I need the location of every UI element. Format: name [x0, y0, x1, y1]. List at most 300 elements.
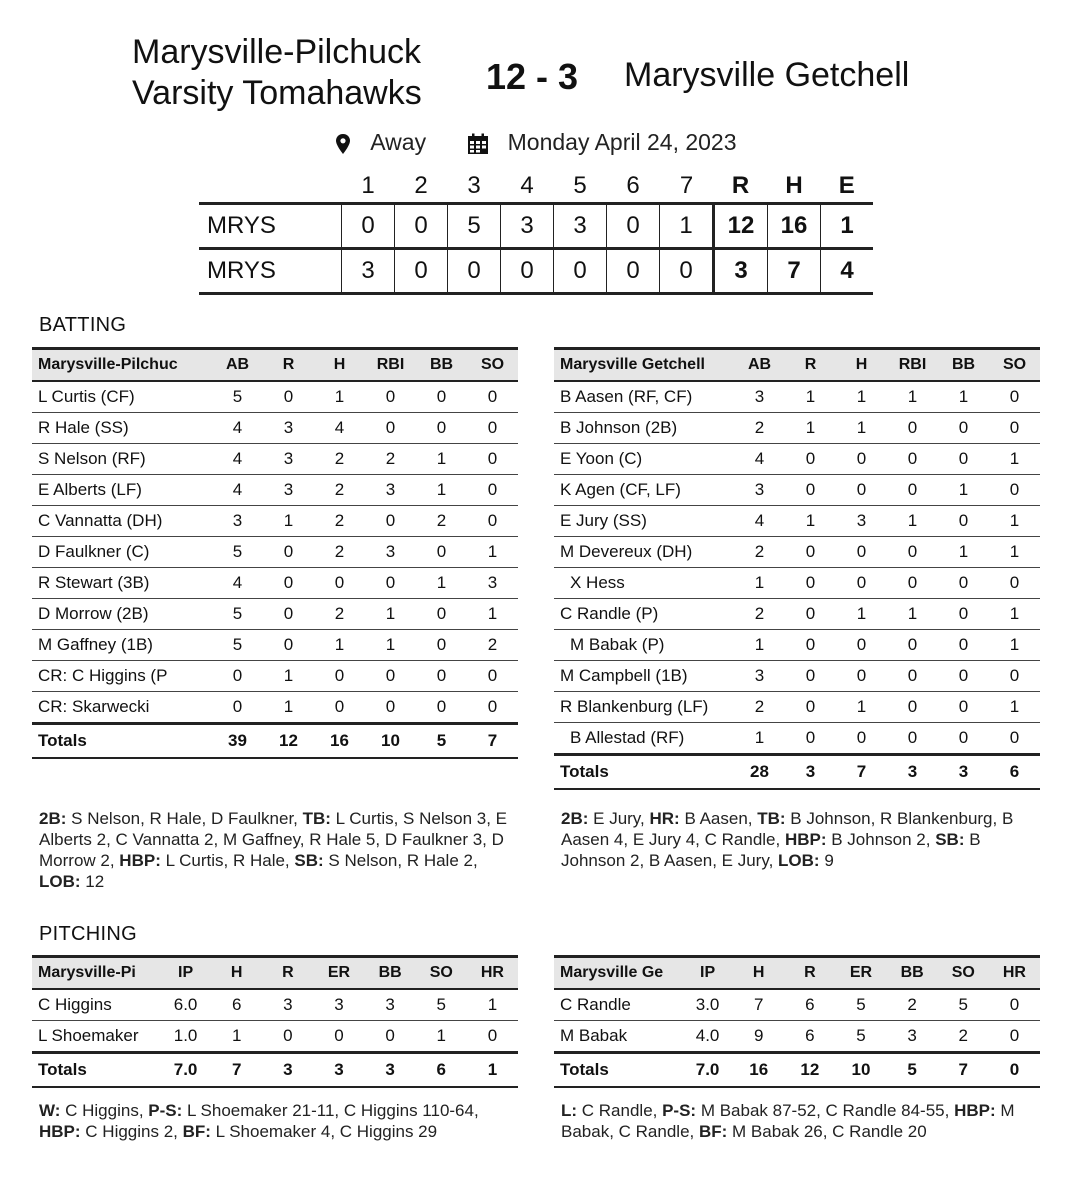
stat-cell: 0 [887, 568, 938, 599]
stat-column-header: HR [467, 957, 518, 990]
note-key: 2B: [39, 809, 67, 828]
stat-cell: 3 [836, 506, 887, 537]
note-key: TB: [757, 809, 786, 828]
game-meta [0, 128, 1072, 156]
stat-cell: 3 [734, 475, 785, 506]
player-name: M Babak (P) [554, 630, 734, 661]
stat-cell: 0 [212, 661, 263, 692]
stat-cell: 1 [938, 475, 989, 506]
inning-header: 1 [361, 172, 375, 199]
stat-cell: 0 [416, 661, 467, 692]
team-column-header: Marysville Getchell [554, 349, 734, 382]
stat-cell: 1 [734, 630, 785, 661]
stat-cell: 0 [805, 728, 816, 747]
home-pitching-notes [39, 1100, 517, 1142]
stat-cell: 0 [856, 728, 867, 747]
home-batting-notes [39, 808, 517, 892]
stat-cell: 1 [754, 728, 765, 747]
total-cell: 6 [989, 755, 1040, 790]
player-row [554, 989, 1040, 1021]
away-pitching-notes [561, 1100, 1039, 1142]
stat-cell: 0 [334, 697, 345, 716]
game-header [0, 28, 1072, 128]
note-key: HBP: [39, 1122, 81, 1141]
total-cell: 7 [938, 1053, 989, 1088]
note-key: P-S: [148, 1101, 183, 1120]
note-value: M Babak, C Randle, [561, 1101, 1015, 1141]
away-pitching-table [554, 955, 1040, 1088]
note-key: W: [39, 1101, 61, 1120]
inning-score: 0 [342, 204, 395, 249]
total-cell: 28 [734, 755, 785, 790]
stat-column-header: RBI [887, 349, 938, 382]
stat-cell: 3 [263, 413, 314, 444]
stat-cell: 1 [989, 537, 1040, 568]
player-row [554, 506, 1040, 537]
stat-cell: 0 [314, 568, 365, 599]
player-row [554, 661, 1040, 692]
stat-cell: 1 [887, 599, 938, 630]
player-name: B Johnson (2B) [554, 413, 734, 444]
note-value: S Nelson, R Hale, D Faulkner, [66, 809, 303, 828]
stat-column-header: SO [467, 349, 518, 382]
total-cell: 12 [263, 724, 314, 759]
player-row [32, 661, 518, 692]
inning-score: 3 [554, 204, 607, 249]
stat-cell: 0 [385, 697, 396, 716]
note-value: 12 [80, 872, 105, 891]
stat-cell: 0 [365, 506, 416, 537]
stat-cell: 2 [887, 989, 938, 1021]
stat-cell: 0 [385, 1026, 395, 1045]
note-key: BF: [182, 1122, 211, 1141]
player-row [554, 723, 1040, 755]
player-name: E Jury (SS) [554, 506, 734, 537]
totals-row [32, 1053, 518, 1088]
note-key: BF: [698, 1122, 728, 1141]
player-row [32, 413, 518, 444]
note-key: HR: [649, 809, 680, 828]
stat-column-header: AB [212, 349, 263, 382]
note-value: B Johnson 2, B Aasen, E Jury, [561, 830, 981, 870]
stat-cell: 1 [467, 989, 518, 1021]
totals-label: Totals [32, 1053, 160, 1088]
stat-cell: 0 [836, 568, 887, 599]
stat-cell: 2 [314, 537, 365, 568]
player-name: E Alberts (LF) [32, 475, 212, 506]
stat-column-header: H [211, 957, 262, 990]
inning-score: 0 [554, 249, 607, 294]
stat-cell: 5 [212, 537, 263, 568]
team-column-header: Marysville-Pilchuc [32, 349, 212, 382]
inning-score: 0 [607, 249, 660, 294]
stat-cell: 0 [314, 661, 365, 692]
stat-cell: 4 [212, 475, 263, 506]
stat-cell: 1 [887, 381, 938, 413]
stat-column-header: R [785, 349, 836, 382]
stat-cell: 1 [467, 599, 518, 630]
player-row [32, 444, 518, 475]
stat-cell: 0 [887, 692, 938, 723]
stat-cell: 0 [785, 537, 836, 568]
player-row [554, 381, 1040, 413]
total-cell: 10 [365, 724, 416, 759]
stat-cell: 1 [785, 381, 836, 413]
note-value: L Shoemaker 4, C Higgins 29 [210, 1122, 438, 1141]
stat-cell: 3 [907, 1026, 917, 1045]
totals-row [554, 1053, 1040, 1088]
player-name: M Gaffney (1B) [32, 630, 212, 661]
note-key: HBP: [954, 1101, 996, 1120]
stat-cell: 0 [836, 537, 887, 568]
inning-score: 3 [501, 204, 554, 249]
home-pitching-table [32, 955, 518, 1088]
total-cell: 16 [733, 1053, 784, 1088]
stat-cell: 6 [211, 989, 262, 1021]
linescore-row [199, 249, 873, 294]
player-row [32, 630, 518, 661]
stat-column-header: RBI [365, 349, 416, 382]
stat-cell: 2 [734, 413, 785, 444]
stat-cell: 1 [989, 692, 1040, 723]
stat-cell: 2 [314, 444, 365, 475]
player-name: M Babak [560, 1026, 628, 1045]
stat-cell: 3 [365, 537, 416, 568]
stat-cell: 5 [212, 599, 263, 630]
stat-cell: 0 [785, 475, 836, 506]
stat-cell: 0 [785, 661, 836, 692]
stat-cell: 0 [785, 692, 836, 723]
inning-score: 0 [501, 249, 554, 294]
inning-header: 2 [414, 172, 428, 199]
player-row [32, 599, 518, 630]
stat-cell: 0 [989, 413, 1040, 444]
note-key: TB: [302, 809, 331, 828]
stat-cell: 1 [263, 506, 314, 537]
stat-cell: 0 [416, 381, 467, 413]
stat-cell: 1 [989, 630, 1040, 661]
stat-cell: 0 [416, 599, 467, 630]
stat-cell: 1 [938, 381, 989, 413]
total-hits: 7 [768, 249, 821, 294]
note-value: C Randle, [577, 1101, 663, 1120]
home-team-name: Marysville-Pilchuck Varsity Tomahawks [132, 33, 422, 112]
total-cell: 16 [314, 724, 365, 759]
player-name: M Devereux (DH) [554, 537, 734, 568]
stat-column-header: HR [989, 957, 1040, 990]
stat-cell: 0 [263, 630, 314, 661]
stat-cell: 2 [467, 630, 518, 661]
player-name: CR: C Higgins (P [32, 661, 212, 692]
stat-cell: 1 [887, 506, 938, 537]
player-name: R Hale (SS) [32, 413, 212, 444]
stat-cell: 1 [416, 444, 467, 475]
stat-cell: 0 [487, 697, 498, 716]
stat-cell: 0 [416, 630, 467, 661]
batting-title: BATTING [39, 314, 127, 336]
inning-score: 0 [607, 204, 660, 249]
player-row [32, 568, 518, 599]
away-batting-table [554, 347, 1040, 790]
total-cell: 7.0 [160, 1053, 211, 1088]
stat-cell: 6 [805, 1026, 815, 1045]
hits-header: H [785, 172, 803, 199]
note-value: E Jury, [588, 809, 650, 828]
note-key: 2B: [561, 809, 589, 828]
linescore-team: MRYS [199, 204, 342, 249]
stat-cell: 6.0 [160, 989, 211, 1021]
stat-column-header: IP [160, 957, 211, 990]
inning-header: 4 [520, 172, 534, 199]
player-row [554, 475, 1040, 506]
totals-label: Totals [554, 755, 734, 790]
player-row [554, 630, 1040, 661]
stat-cell: 3 [467, 568, 518, 599]
total-cell: 39 [212, 724, 263, 759]
away-batting-notes [561, 808, 1039, 871]
stat-column-header: SO [989, 349, 1040, 382]
total-cell: 7 [467, 724, 518, 759]
stat-cell: 2 [958, 1026, 968, 1045]
inning-header: 7 [679, 172, 694, 199]
total-cell: 1 [467, 1053, 518, 1088]
stat-column-header: R [784, 957, 835, 990]
note-value: M Babak 26, C Randle 20 [727, 1122, 927, 1141]
total-hits: 16 [768, 204, 821, 249]
note-value: B Johnson 2, [826, 830, 936, 849]
stat-cell: 1 [989, 444, 1040, 475]
stat-cell: 0 [785, 599, 836, 630]
home-batting-table [32, 347, 518, 759]
stat-cell: 0 [467, 475, 518, 506]
linescore-team: MRYS [199, 249, 342, 294]
player-name: B Allestad (RF) [570, 728, 685, 747]
stat-cell: 1 [989, 506, 1040, 537]
total-cell: 3 [313, 1053, 364, 1088]
note-value: B Johnson, R Blankenburg, B Aasen 4, E Jury 4, C Randle, [561, 809, 1014, 849]
stat-cell: 5 [856, 1026, 866, 1045]
stat-cell: 5 [212, 381, 263, 413]
player-name: C Higgins [32, 989, 160, 1021]
total-cell: 3 [365, 1053, 416, 1088]
total-cell: 3 [938, 755, 989, 790]
stat-cell: 0 [467, 444, 518, 475]
stat-cell: 0 [334, 1026, 344, 1045]
stat-cell: 3 [313, 989, 364, 1021]
stat-cell: 0 [938, 568, 989, 599]
stat-column-header: ER [835, 957, 886, 990]
stat-cell: 1 [467, 537, 518, 568]
note-key: HBP: [119, 851, 161, 870]
linescore-table [199, 170, 873, 295]
stat-column-header: SO [938, 957, 989, 990]
stat-cell: 0 [467, 506, 518, 537]
stat-cell: 0 [887, 537, 938, 568]
stat-cell: 2 [365, 444, 416, 475]
note-value: B Aasen, [679, 809, 758, 828]
stat-cell: 2 [314, 599, 365, 630]
stat-cell: 0 [938, 413, 989, 444]
totals-row [32, 724, 518, 759]
stat-cell: 0 [938, 692, 989, 723]
player-row [32, 381, 518, 413]
stat-column-header: BB [365, 957, 416, 990]
stat-column-header: H [733, 957, 784, 990]
stat-cell: 3 [263, 475, 314, 506]
stat-cell: 5 [212, 630, 263, 661]
note-value: C Higgins 2, [80, 1122, 183, 1141]
stat-cell: 3 [365, 989, 416, 1021]
stat-cell: 0 [1009, 1026, 1020, 1045]
player-row [554, 1021, 1040, 1053]
location-pin-icon [335, 129, 351, 156]
player-row [554, 599, 1040, 630]
stat-cell: 0 [365, 381, 416, 413]
linescore-row [199, 204, 873, 249]
runs-header: R [731, 172, 750, 199]
player-row [554, 537, 1040, 568]
stat-cell: 0 [938, 444, 989, 475]
player-row [554, 413, 1040, 444]
stat-cell: 0 [938, 661, 989, 692]
total-cell: 7.0 [682, 1053, 733, 1088]
stat-cell: 0 [467, 381, 518, 413]
stat-cell: 3 [263, 444, 314, 475]
inning-score: 0 [660, 249, 714, 294]
stat-cell: 0 [467, 661, 518, 692]
stat-cell: 5 [938, 989, 989, 1021]
stat-cell: 0 [989, 381, 1040, 413]
stat-column-header: H [836, 349, 887, 382]
total-cell: 6 [416, 1053, 467, 1088]
pitching-title: PITCHING [39, 923, 137, 945]
stat-column-header: BB [416, 349, 467, 382]
stat-column-header: BB [887, 957, 938, 990]
stat-cell: 0 [436, 697, 447, 716]
note-value: S Nelson, R Hale 2, [323, 851, 478, 870]
stat-cell: 0 [416, 537, 467, 568]
game-location: Away [370, 129, 427, 156]
stat-cell: 0 [887, 475, 938, 506]
player-name: E Yoon (C) [554, 444, 734, 475]
player-name: S Nelson (RF) [32, 444, 212, 475]
stat-cell: 4 [734, 444, 785, 475]
player-name: CR: Skarwecki [38, 697, 150, 716]
stat-cell: 2 [314, 475, 365, 506]
stat-cell: 2 [734, 692, 785, 723]
stat-cell: 0 [989, 568, 1040, 599]
stat-cell: 1 [836, 413, 887, 444]
stat-cell: 0 [232, 697, 243, 716]
note-key: SB: [294, 851, 324, 870]
game-date: Monday April 24, 2023 [507, 129, 737, 156]
note-key: HBP: [784, 830, 827, 849]
stat-cell: 1 [365, 630, 416, 661]
note-key: P-S: [662, 1101, 697, 1120]
final-score: 12 - 3 [486, 56, 579, 97]
total-cell: 3 [262, 1053, 313, 1088]
note-key: L: [561, 1101, 578, 1120]
stat-cell: 0 [836, 661, 887, 692]
stat-cell: 0 [989, 661, 1040, 692]
player-name: C Randle (P) [554, 599, 734, 630]
stat-cell: 0 [283, 1026, 293, 1045]
stat-cell: 0 [958, 728, 969, 747]
total-cell: 5 [887, 1053, 938, 1088]
stat-cell: 0 [1009, 728, 1020, 747]
total-errors: 1 [821, 204, 874, 249]
stat-cell: 1 [836, 692, 887, 723]
note-value: C Higgins, [60, 1101, 149, 1120]
team-column-header: Marysville-Pi [32, 957, 160, 990]
player-row [554, 444, 1040, 475]
stat-cell: 0 [887, 444, 938, 475]
player-name: B Aasen (RF, CF) [554, 381, 734, 413]
stat-cell: 1 [785, 506, 836, 537]
stat-cell: 0 [263, 537, 314, 568]
stat-column-header: ER [313, 957, 364, 990]
errors-header: E [838, 172, 855, 199]
stat-column-header: SO [416, 957, 467, 990]
stat-cell: 3.0 [682, 989, 733, 1021]
calendar-icon [467, 129, 489, 156]
stat-cell: 1 [263, 661, 314, 692]
stat-column-header: R [263, 349, 314, 382]
stat-cell: 4 [314, 413, 365, 444]
note-value: 9 [819, 851, 834, 870]
stat-cell: 4 [734, 506, 785, 537]
stat-cell: 9 [753, 1026, 764, 1045]
player-row [32, 1021, 518, 1053]
stat-cell: 2 [734, 537, 785, 568]
stat-cell: 1 [436, 1026, 446, 1045]
note-value: L Shoemaker 21-11, C Higgins 110-64, [182, 1101, 479, 1120]
note-key: LOB: [39, 872, 81, 891]
stat-cell: 0 [365, 568, 416, 599]
stat-cell: 1 [989, 599, 1040, 630]
stat-cell: 0 [487, 1026, 498, 1045]
stat-cell: 6 [784, 989, 835, 1021]
stat-cell: 0 [907, 728, 918, 747]
inning-header: 6 [626, 172, 640, 199]
player-row [32, 537, 518, 568]
totals-label: Totals [554, 1053, 682, 1088]
stat-cell: 0 [365, 661, 416, 692]
inning-header: 3 [467, 172, 481, 199]
stat-cell: 0 [938, 630, 989, 661]
stat-cell: 0 [938, 599, 989, 630]
player-row [554, 568, 1040, 599]
player-name: K Agen (CF, LF) [554, 475, 734, 506]
total-cell: 7 [836, 755, 887, 790]
totals-row [554, 755, 1040, 790]
player-name: L Shoemaker [38, 1026, 139, 1045]
player-row [32, 506, 518, 537]
player-row [32, 692, 518, 724]
stat-cell: 3 [262, 989, 313, 1021]
stat-cell: 0 [467, 413, 518, 444]
total-cell: 5 [416, 724, 467, 759]
stat-column-header: H [314, 349, 365, 382]
stat-cell: 0 [989, 989, 1040, 1021]
stat-column-header: IP [682, 957, 733, 990]
stat-cell: 0 [938, 506, 989, 537]
stat-cell: 0 [887, 413, 938, 444]
player-name: L Curtis (CF) [32, 381, 212, 413]
inning-score: 0 [395, 249, 448, 294]
stat-cell: 5 [835, 989, 886, 1021]
stat-cell: 0 [836, 444, 887, 475]
